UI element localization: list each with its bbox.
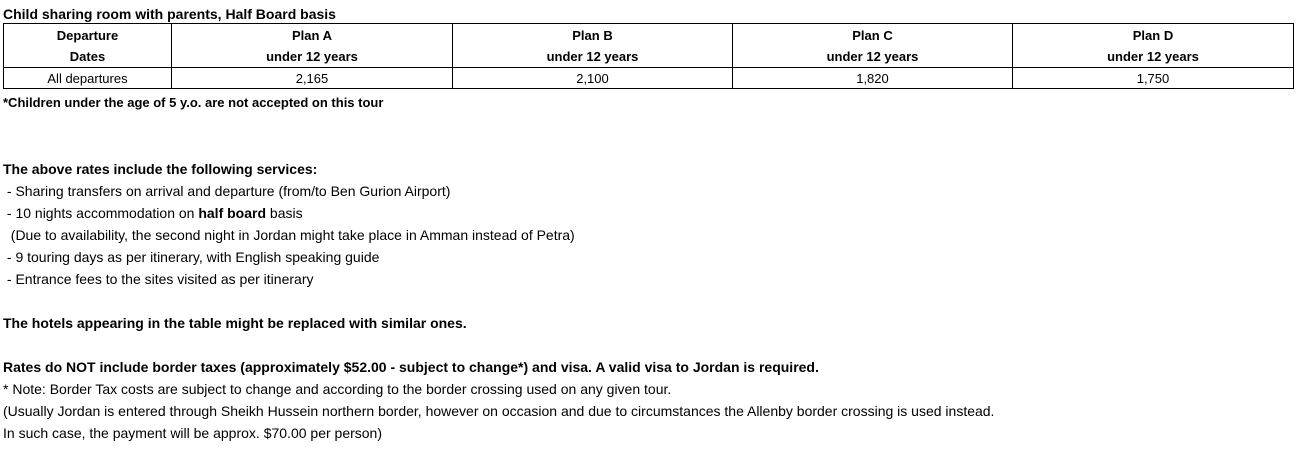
cell-plan-b-price: 2,100 [453, 68, 733, 89]
include-item-accommodation [3, 205, 303, 221]
header-plan-a: Plan A [172, 24, 453, 47]
cell-departure-dates: All departures [4, 68, 172, 89]
cell-plan-a-price: 2,165 [172, 68, 453, 89]
border-payment-note: In such case, the payment will be approx. $70.00 per person) [3, 425, 382, 441]
hotels-note: The hotels appearing in the table might be replaced with similar ones. [3, 315, 467, 331]
header-dates: Dates [4, 46, 172, 68]
border-tax-note: * Note: Border Tax costs are subject to change and according to the border crossing used on any given tour. [3, 381, 672, 397]
rates-table [3, 23, 1294, 89]
border-crossing-note: (Usually Jordan is entered through Sheikh Hussein northern border, however on occasion and due to circumstances the Allenby border crossing is used instead. [3, 403, 995, 419]
header-plan-d: Plan D [1013, 24, 1294, 47]
header-plan-c: Plan C [733, 24, 1013, 47]
page-title: Child sharing room with parents, Half Board basis [3, 6, 336, 22]
table-row [4, 68, 1294, 89]
header-plan-d-age: under 12 years [1013, 46, 1294, 68]
accommodation-text: - 10 nights accommodation on [3, 205, 199, 221]
include-item-touring: - 9 touring days as per itinerary, with English speaking guide [3, 249, 380, 265]
header-plan-b-age: under 12 years [453, 46, 733, 68]
include-item-entrance: - Entrance fees to the sites visited as per itinerary [3, 271, 314, 287]
accommodation-suffix: basis [266, 205, 303, 221]
cell-plan-d-price: 1,750 [1013, 68, 1294, 89]
header-plan-b: Plan B [453, 24, 733, 47]
include-item-transfers: - Sharing transfers on arrival and departure (from/to Ben Gurion Airport) [3, 183, 451, 199]
header-departure: Departure [4, 24, 172, 47]
include-item-availability: (Due to availability, the second night in Jordan might take place in Amman instead of Petra) [3, 227, 575, 243]
table-header-row [4, 24, 1294, 47]
header-plan-c-age: under 12 years [733, 46, 1013, 68]
accommodation-board-type: half board [198, 205, 267, 221]
children-note: *Children under the age of 5 y.o. are not accepted on this tour [3, 95, 384, 110]
table-subheader-row [4, 46, 1294, 68]
cell-plan-c-price: 1,820 [733, 68, 1013, 89]
header-plan-a-age: under 12 years [172, 46, 453, 68]
border-tax-heading: Rates do NOT include border taxes (approximately $52.00 - subject to change*) and visa. A valid visa to Jordan is required. [3, 359, 819, 375]
includes-heading: The above rates include the following services: [3, 161, 318, 177]
